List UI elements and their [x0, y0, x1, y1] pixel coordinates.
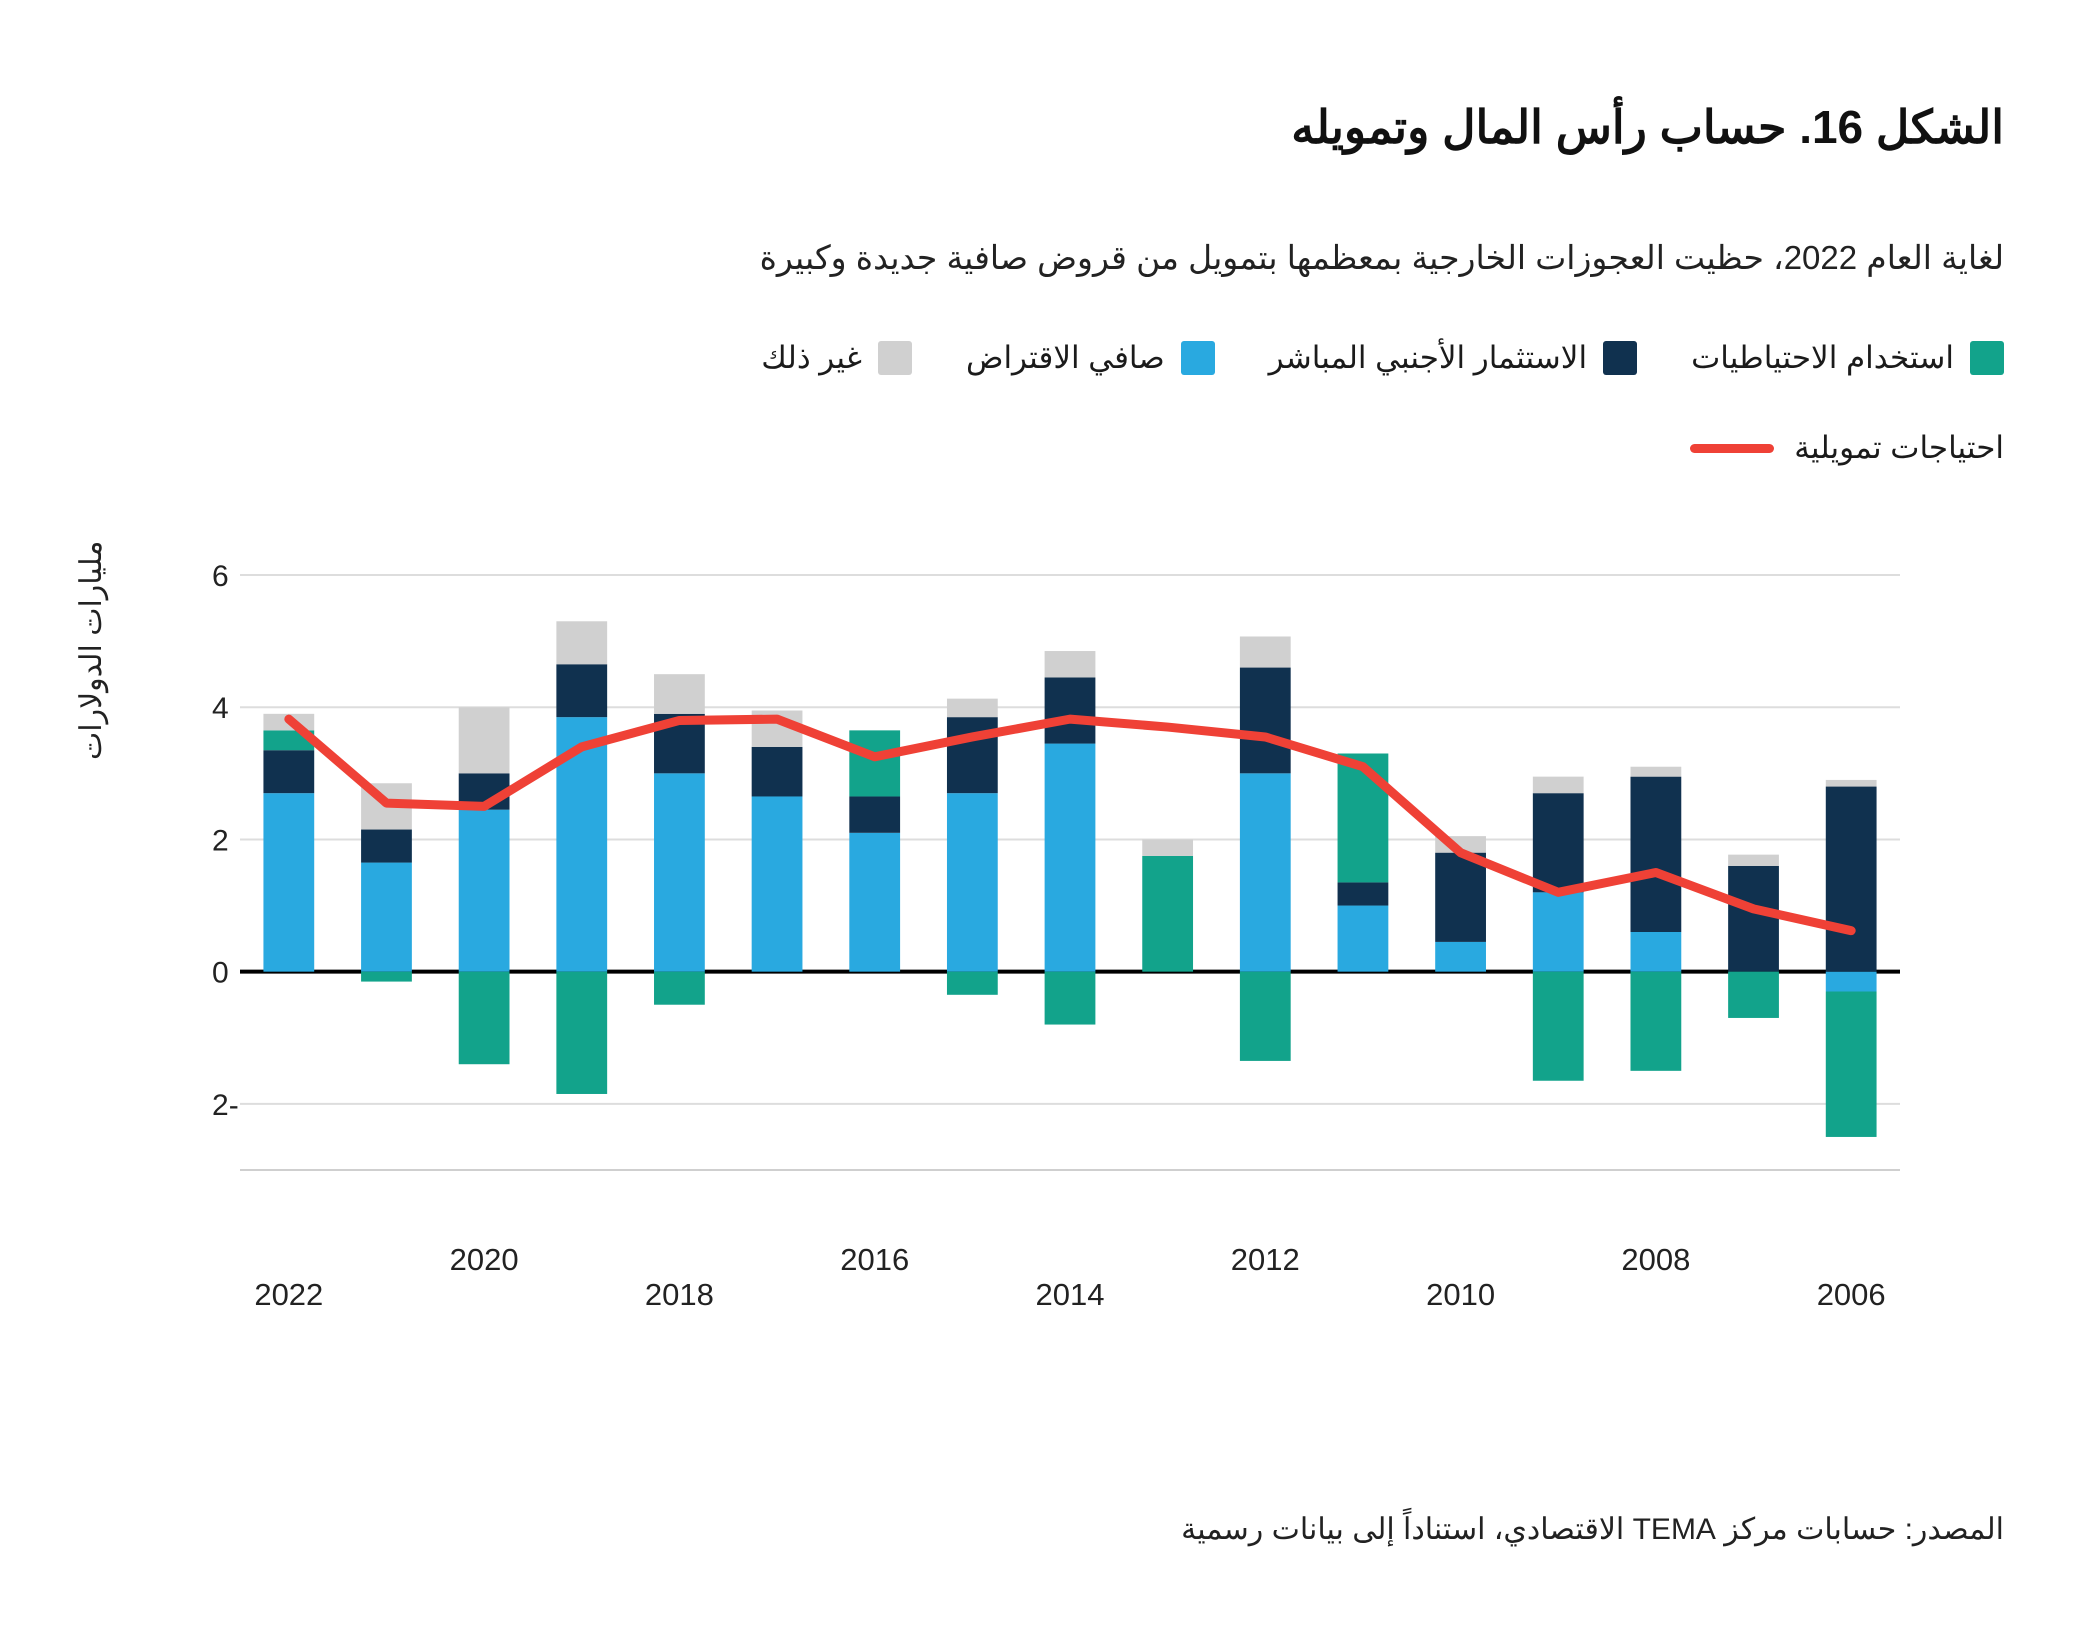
legend-item-net-borrowing	[966, 340, 1215, 376]
legend-label-net-borrowing: صافي الاقتراض	[965, 340, 1165, 375]
legend-swatch-reserves	[1970, 341, 2004, 375]
x-axis-tick-label: 2008	[1621, 1242, 1691, 1277]
bar-segment	[1338, 882, 1389, 905]
x-axis-tick-label: 2020	[449, 1242, 519, 1277]
bar-segment	[1338, 906, 1389, 972]
bar-segment	[1240, 636, 1291, 667]
bar-segment	[1142, 856, 1193, 972]
bar-segment	[654, 674, 705, 714]
bar-segment	[947, 717, 998, 793]
bar-segment	[849, 796, 900, 832]
legend-item-other	[761, 340, 912, 376]
bar-segment	[556, 664, 607, 717]
bar-segment	[1045, 972, 1096, 1025]
x-axis-tick-label: 2010	[1426, 1277, 1496, 1312]
y-axis-tick-label: 4	[212, 692, 229, 726]
x-axis-tick-label: 2014	[1035, 1277, 1105, 1312]
chart-area	[0, 530, 2084, 1430]
bar-segment	[361, 830, 412, 863]
legend-line-swatch	[1690, 444, 1774, 453]
bar-segment	[1240, 773, 1291, 971]
bar-segment	[1826, 972, 1877, 992]
bar-segment	[1045, 651, 1096, 677]
legend-label-reserves: استخدام الاحتياطيات	[1691, 340, 1954, 375]
y-axis-tick-label: 0	[212, 956, 229, 990]
bar-segment	[752, 796, 803, 971]
bar-segment	[1142, 839, 1193, 856]
bar-segment	[459, 972, 510, 1065]
bar-segment	[1240, 668, 1291, 774]
legend-swatch-other	[878, 341, 912, 375]
bar-segment	[947, 972, 998, 995]
bar-segment	[1045, 677, 1096, 743]
x-axis-tick-label: 2012	[1230, 1242, 1300, 1277]
bar-segment	[1533, 777, 1584, 794]
figure-subtitle: لغاية العام 2022، حظيت العجوزات الخارجية بمعظمها بتمويل من قروض صافية جديدة وكبيرة	[759, 239, 2004, 276]
legend-label-financing-needs: احتياجات تمويلية	[1794, 430, 2004, 465]
bar-chart	[0, 530, 2084, 1430]
bar-segment	[947, 699, 998, 718]
bar-segment	[1630, 932, 1681, 972]
source-note: المصدر: حسابات مركز TEMA الاقتصادي، استناداً إلى بيانات رسمية	[1181, 1513, 2004, 1546]
legend-swatch-net-borrowing	[1181, 341, 1215, 375]
y-axis-tick-label: -2	[212, 1088, 239, 1122]
legend	[300, 340, 2004, 376]
y-axis-tick-label: 6	[212, 560, 229, 593]
bar-segment	[1728, 972, 1779, 1018]
bar-segment	[459, 707, 510, 773]
bar-segment	[654, 773, 705, 971]
bar-segment	[1826, 780, 1877, 787]
bar-segment	[361, 863, 412, 972]
bar-segment	[1435, 853, 1486, 942]
bar-segment	[1630, 972, 1681, 1071]
bar-segment	[1728, 866, 1779, 972]
bar-segment	[1338, 754, 1389, 883]
bar-segment	[1826, 787, 1877, 972]
bar-segment	[556, 621, 607, 664]
x-axis-tick-label: 2018	[644, 1277, 714, 1312]
y-axis-tick-label: 2	[212, 824, 229, 858]
x-axis-tick-label: 2016	[840, 1242, 910, 1277]
bar-segment	[849, 730, 900, 796]
bar-segment	[1240, 972, 1291, 1061]
bar-segment	[556, 972, 607, 1094]
bar-segment	[1045, 744, 1096, 972]
y-axis-label: مليارات الدولارات	[75, 540, 108, 760]
legend-label-other: غير ذلك	[761, 340, 862, 375]
page-title: الشكل 16. حساب رأس المال وتمويله	[1291, 101, 2004, 153]
bar-segment	[361, 972, 412, 982]
bar-segment	[947, 793, 998, 972]
bar-segment	[1826, 992, 1877, 1137]
legend-item-reserves	[1691, 340, 2004, 376]
legend-swatch-fdi	[1603, 341, 1637, 375]
bar-segment	[1630, 777, 1681, 932]
bar-segment	[1728, 855, 1779, 866]
bar-segment	[1435, 942, 1486, 972]
bar-segment	[1533, 793, 1584, 892]
bar-segment	[263, 793, 314, 972]
x-axis-tick-label: 2006	[1816, 1277, 1886, 1312]
x-axis-tick-label: 2022	[254, 1277, 324, 1312]
bar-segment	[1533, 892, 1584, 971]
bar-segment	[849, 833, 900, 972]
legend-item-fdi	[1269, 340, 1637, 376]
bar-segment	[263, 750, 314, 793]
bar-segment	[1533, 972, 1584, 1081]
bar-segment	[752, 747, 803, 797]
legend-line-row	[1690, 430, 2004, 466]
legend-label-fdi: الاستثمار الأجنبي المباشر	[1268, 340, 1588, 375]
bar-segment	[459, 810, 510, 972]
bar-segment	[1630, 767, 1681, 777]
bar-segment	[654, 972, 705, 1005]
